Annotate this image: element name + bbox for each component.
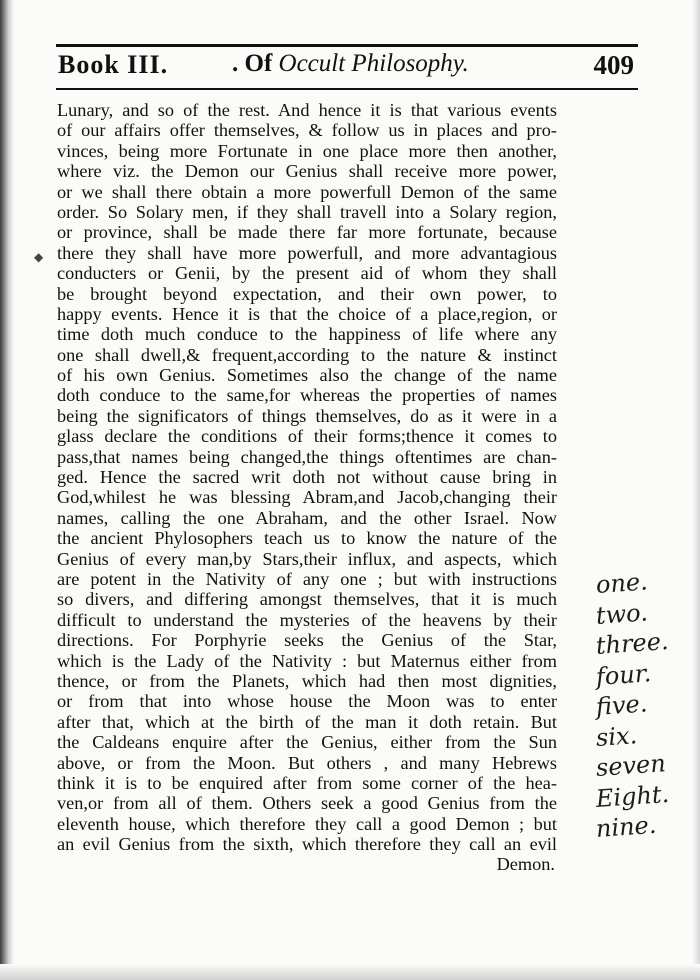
text-line: be brought beyond expectation, and their own power, to: [57, 283, 557, 304]
text-line: thence, or from the Planets, which had then most dignities,: [57, 670, 557, 691]
text-line: of his own Genius. Sometimes also the change of the name: [57, 365, 557, 386]
text-line: the Caldeans enquire after the Genius, either from the Sun: [57, 732, 557, 753]
text-line: or from that into whose house the Moon was to enter: [57, 691, 557, 712]
text-line: or province, shall be made there far more fortunate, because: [57, 222, 557, 243]
text-line: ged. Hence the sacred writ doth not without cause bring in: [57, 467, 557, 488]
header-top-rule: [56, 44, 638, 47]
text-line: there they shall have more powerfull, and more advantagious: [57, 242, 557, 263]
text-line: difficult to understand the mysteries of the heavens by their: [57, 609, 557, 630]
text-line: conducters or Genii, by the present aid of whom they shall: [57, 263, 557, 284]
margin-note: one.: [595, 567, 649, 599]
book-label: Book III.: [58, 50, 169, 79]
margin-note: five.: [595, 689, 649, 721]
margin-note: two.: [595, 597, 649, 630]
margin-note: Eight.: [595, 779, 671, 813]
text-line: pass,that names being changed,the things oftentimes are chan-: [57, 446, 557, 467]
text-line: Lunary, and so of the rest. And hence it is that various events: [57, 100, 557, 120]
text-line: glass declare the conditions of their forms;thence it comes to: [57, 426, 557, 447]
text-line: think it is to be enquired after from some corner of the hea-: [57, 772, 557, 793]
running-title: [232, 50, 469, 78]
text-line: Demon.: [496, 854, 555, 875]
text-line: above, or from the Moon. But others , and many Hebrews: [57, 752, 557, 773]
body-text: [57, 100, 557, 875]
text-line: one shall dwell,& frequent,according to the nature & instinct: [57, 344, 557, 365]
text-line: of our affairs offer themselves, & follow us in places and pro-: [57, 120, 557, 141]
text-line: God,whilest he was blessing Abram,and Jacob,changing their: [57, 487, 557, 508]
text-line: so divers, and differing amongst themselves, that it is much: [57, 589, 557, 610]
text-line: or we shall there obtain a more powerfull Demon of the same: [57, 181, 557, 202]
margin-note: three.: [595, 626, 670, 660]
page-edge-bottom: [0, 964, 700, 980]
running-header: [56, 44, 638, 94]
text-line: order. So Solary men, if they shall travell into a Solary region,: [57, 201, 557, 222]
title-prefix: . Of: [232, 50, 273, 77]
page-gutter-shadow: [0, 0, 14, 980]
text-line: being the significators of things themselves, do as it were in a: [57, 405, 557, 426]
text-line: doth conduce to the same,for whereas the properties of names: [57, 385, 557, 406]
text-line: directions. For Porphyrie seeks the Genius of the Star,: [57, 630, 557, 651]
text-line: after that, which at the birth of the man it doth retain. But: [57, 711, 557, 732]
margin-note: seven: [595, 749, 667, 782]
text-line: are potent in the Nativity of any one ; but with instructions: [57, 568, 557, 589]
text-line: an evil Genius from the sixth, which therefore they call an evil: [57, 834, 557, 855]
text-line: ven,or from all of them. Others seek a good Genius from the: [57, 793, 557, 814]
handwritten-margin-notes: [595, 567, 700, 845]
ink-mark: ◆: [34, 250, 44, 264]
margin-note: six.: [595, 720, 639, 752]
margin-note: four.: [595, 658, 653, 691]
title-rest: Occult Philosophy.: [278, 50, 469, 77]
text-line: which is the Lady of the Nativity : but Maternus either from: [57, 650, 557, 671]
text-line: the ancient Phylosophers teach us to know the nature of the: [57, 528, 557, 549]
text-line: time doth much conduce to the happiness of life where any: [57, 324, 557, 345]
text-line: eleventh house, which therefore they call a good Demon ; but: [57, 813, 557, 834]
text-line: names, calling the one Abraham, and the other Israel. Now: [57, 507, 557, 528]
text-line: vinces, being more Fortunate in one place more then another,: [57, 140, 557, 161]
text-line: where viz. the Demon our Genius shall receive more power,: [57, 161, 557, 182]
text-line: happy events. Hence it is that the choice of a place,region, or: [57, 303, 557, 324]
margin-note: nine.: [595, 810, 658, 843]
page-number: 409: [593, 50, 634, 80]
header-bottom-rule: [56, 88, 638, 90]
text-line: Genius of every man,by Stars,their influx, and aspects, which: [57, 548, 557, 569]
